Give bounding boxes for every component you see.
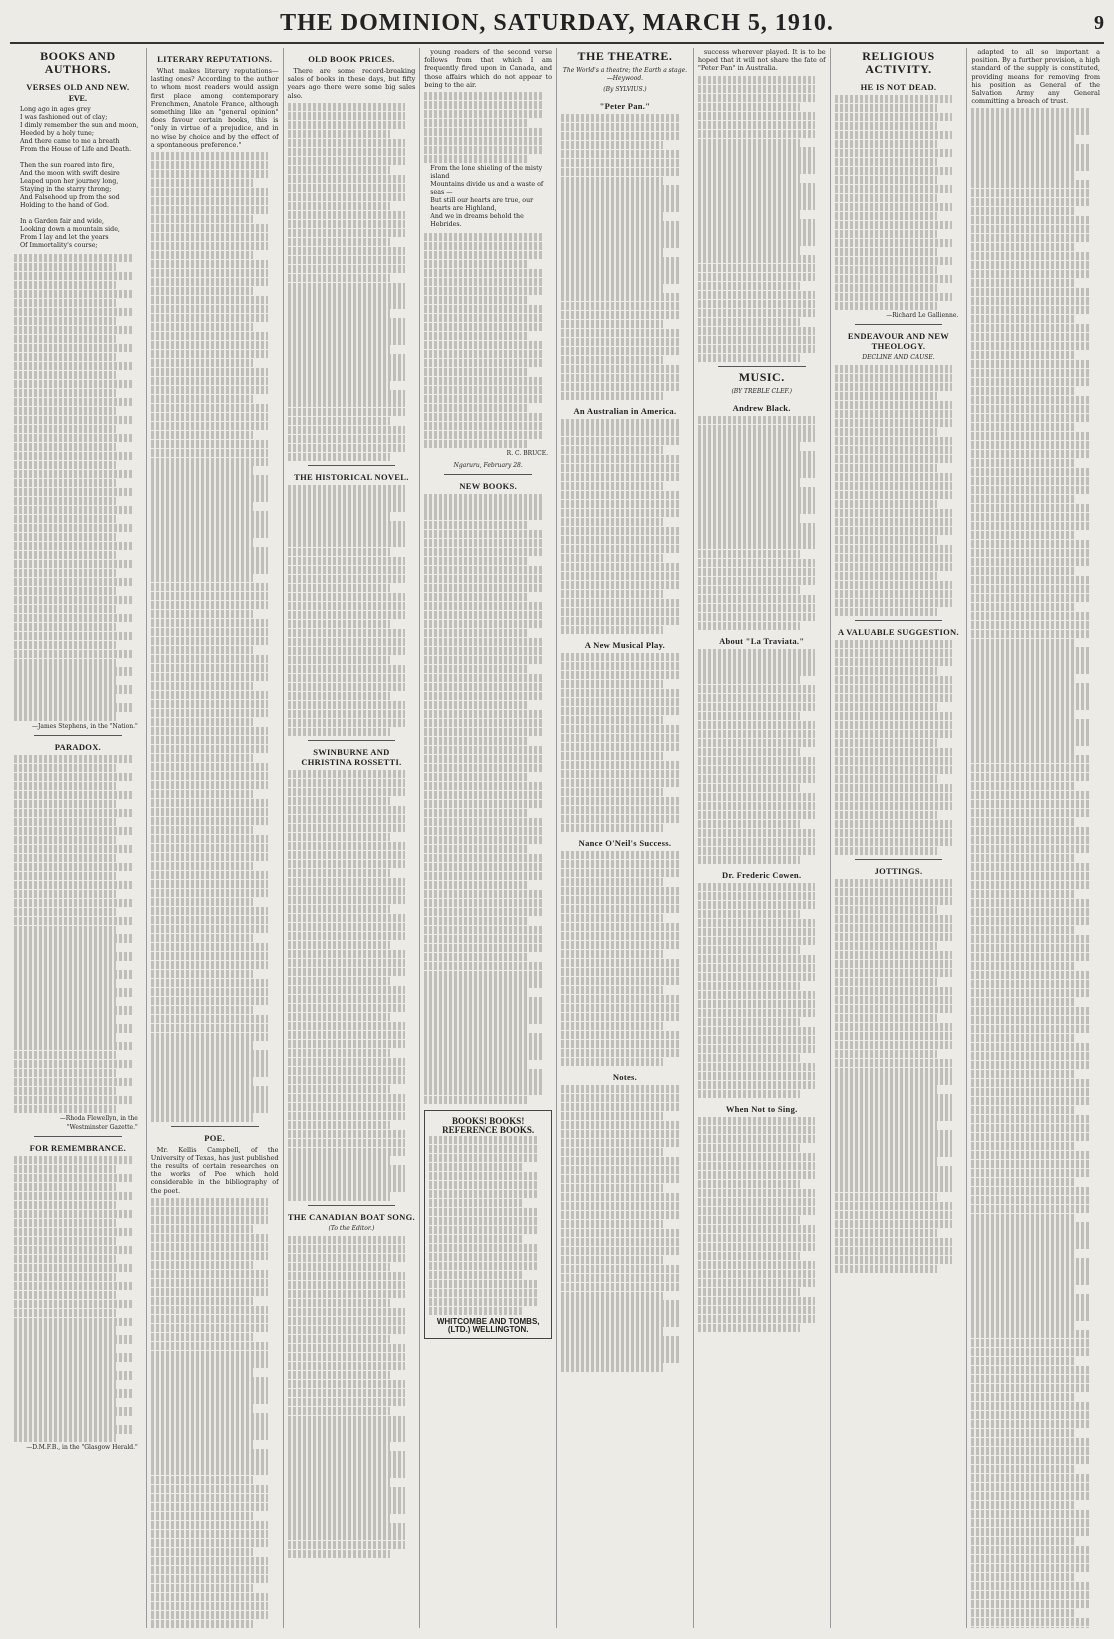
subhead-endeavour: ENDEAVOUR AND NEW THEOLOGY. <box>847 331 950 352</box>
byline: (By SYLVIUS.) <box>603 86 647 94</box>
subhead-andrew-black: Andrew Black. <box>732 402 791 413</box>
column-4 <box>420 48 557 1628</box>
section-heading-literary-reputations: LITERARY REPUTATIONS. <box>157 54 273 64</box>
subhead-la-traviata: About "La Traviata." <box>719 636 805 647</box>
subhead-poe: POE. <box>204 1132 226 1143</box>
subhead-peter-pan: "Peter Pan." <box>599 100 651 111</box>
column-1 <box>10 48 147 1628</box>
poem2-signature: —Rhoda Flewellyn, in the "Westminster Gazette." <box>59 1115 138 1131</box>
section-heading-books: BOOKS AND AUTHORS. <box>40 49 116 76</box>
epigraph: The World's a theatre; the Earth a stage.—Heywood. <box>562 67 688 83</box>
poem2-title: PARADOX. <box>54 741 102 752</box>
subhead-he-is-not-dead: HE IS NOT DEAD. <box>860 82 937 92</box>
subhead-frederic-cowen: Dr. Frederic Cowen. <box>722 870 802 881</box>
boat-song-verse: From the lone shieling of the misty island Mountains divide us and a waste of seas — But still our hearts are true, our hearts are Highland, And we in dreams behold the Hebrides. <box>430 165 544 229</box>
to-the-editor: (To the Editor.) <box>328 1224 375 1232</box>
subhead-jottings: JOTTINGS. <box>874 865 923 876</box>
article-paragraph: Mr. Kellis Campbell, of the University of Texas, has just published the results of certain researches on the works of Poe which hold considerable in the bibliography of the poet. <box>150 1145 279 1195</box>
poem1-text: Long ago in ages grey I was fashioned out of clay; I dimly remember the sun and moon, Heeded by a holy tune; And there came to me a breath From the House of Life and Death. Then the sun roared into fire, And the moon with swift desire Leaped upon her journey long, Staying in the starry throng; And Falsehood up from the sod Holding to the hand of God. In a Garden fair and wide, Looking down a mountain side, From I lay and let the years Of Immortality's course; <box>20 106 139 250</box>
section-heading-religious: RELIGIOUS ACTIVITY. <box>862 49 935 76</box>
letter-signature: R. C. BRUCE. <box>506 449 549 457</box>
ad-footer: WHITCOMBE AND TOMBS, (LTD.) WELLINGTON. <box>436 1316 540 1334</box>
section-heading-theatre: THE THEATRE. <box>577 49 673 63</box>
subhead-new-books: NEW BOOKS. <box>459 481 517 492</box>
column-7 <box>831 48 968 1628</box>
article-paragraph: young readers of the second verse follows from that which I am frequently fired upon in Canada, and those affairs which do not appear to being to the air. <box>424 48 553 89</box>
newspaper-columns <box>10 48 1104 1628</box>
masthead <box>10 8 1104 44</box>
subhead-old-book-prices: OLD BOOK PRICES. <box>308 54 395 64</box>
subhead-australian-in-america: An Australian in America. <box>573 406 677 417</box>
poem1-title: VERSES OLD AND NEW. <box>26 82 130 92</box>
subhead-decline: DECLINE AND CAUSE. <box>862 354 935 362</box>
ad-title: BOOKS! BOOKS! REFERENCE BOOKS. <box>442 1116 535 1135</box>
poem-signature: —Richard Le Gallienne. <box>886 311 959 319</box>
subhead-canadian-boat-song: THE CANADIAN BOAT SONG. <box>287 1211 415 1222</box>
poem3-signature: —D.M.F.B., in the "Glasgow Herald." <box>26 1444 138 1452</box>
subhead-nance-oneil: Nance O'Neil's Success. <box>578 838 672 849</box>
article-paragraph: adapted to all so important a position. By a further provision, a high standard of the supply is constituted, providing means for removing from his position as General of the Salvation Army any General committing a breach of trust. <box>971 48 1100 106</box>
article-paragraph: success wherever played. It is to be hoped that it will not share the fate of "Peter Pan" in Australia. <box>697 48 826 73</box>
advertisement-reference-books <box>424 1110 552 1339</box>
column-6 <box>694 48 831 1628</box>
column-2 <box>147 48 284 1628</box>
subhead-historical-novel: THE HISTORICAL NOVEL. <box>294 472 409 483</box>
poem3-title: FOR REMEMBRANCE. <box>29 1142 127 1153</box>
subhead-notes: Notes. <box>612 1071 638 1082</box>
music-byline: (BY TREBLE CLEF.) <box>731 388 792 396</box>
poem1-signature: —James Stephens, in the "Nation." <box>31 722 138 730</box>
subhead-new-musical-play: A New Musical Play. <box>584 640 666 651</box>
article-paragraph: There are some record-breaking sales of books in these days, but fifty years ago there were some big sales also. <box>287 67 416 100</box>
subhead-swinburne-rossetti: SWINBURNE AND CHRISTINA ROSSETTI. <box>301 747 402 768</box>
section-heading-music: MUSIC. <box>738 370 785 385</box>
letter-place-date: Ngaruru, February 28. <box>453 462 523 470</box>
subhead-valuable-suggestion: A VALUABLE SUGGESTION. <box>838 627 959 637</box>
subhead-when-not-to-sing: When Not to Sing. <box>725 1104 798 1114</box>
newspaper-title: THE DOMINION, SATURDAY, MARCH 5, 1910. <box>280 10 834 36</box>
column-3 <box>284 48 421 1628</box>
column-5 <box>557 48 694 1628</box>
article-paragraph: What makes literary reputations—lasting ones? According to the author to whom most readers would assign first place among contemporary Frenchmen, Anatole France, although something like an "general opinion" does favour certain books, this is "only in virtue of a prejudice, and in no wise by choice and by the effect of a spontaneous preference." <box>150 67 279 149</box>
page-number: 9 <box>1094 12 1104 34</box>
column-8 <box>967 48 1104 1628</box>
poem1-subtitle: EVE. <box>68 94 88 103</box>
